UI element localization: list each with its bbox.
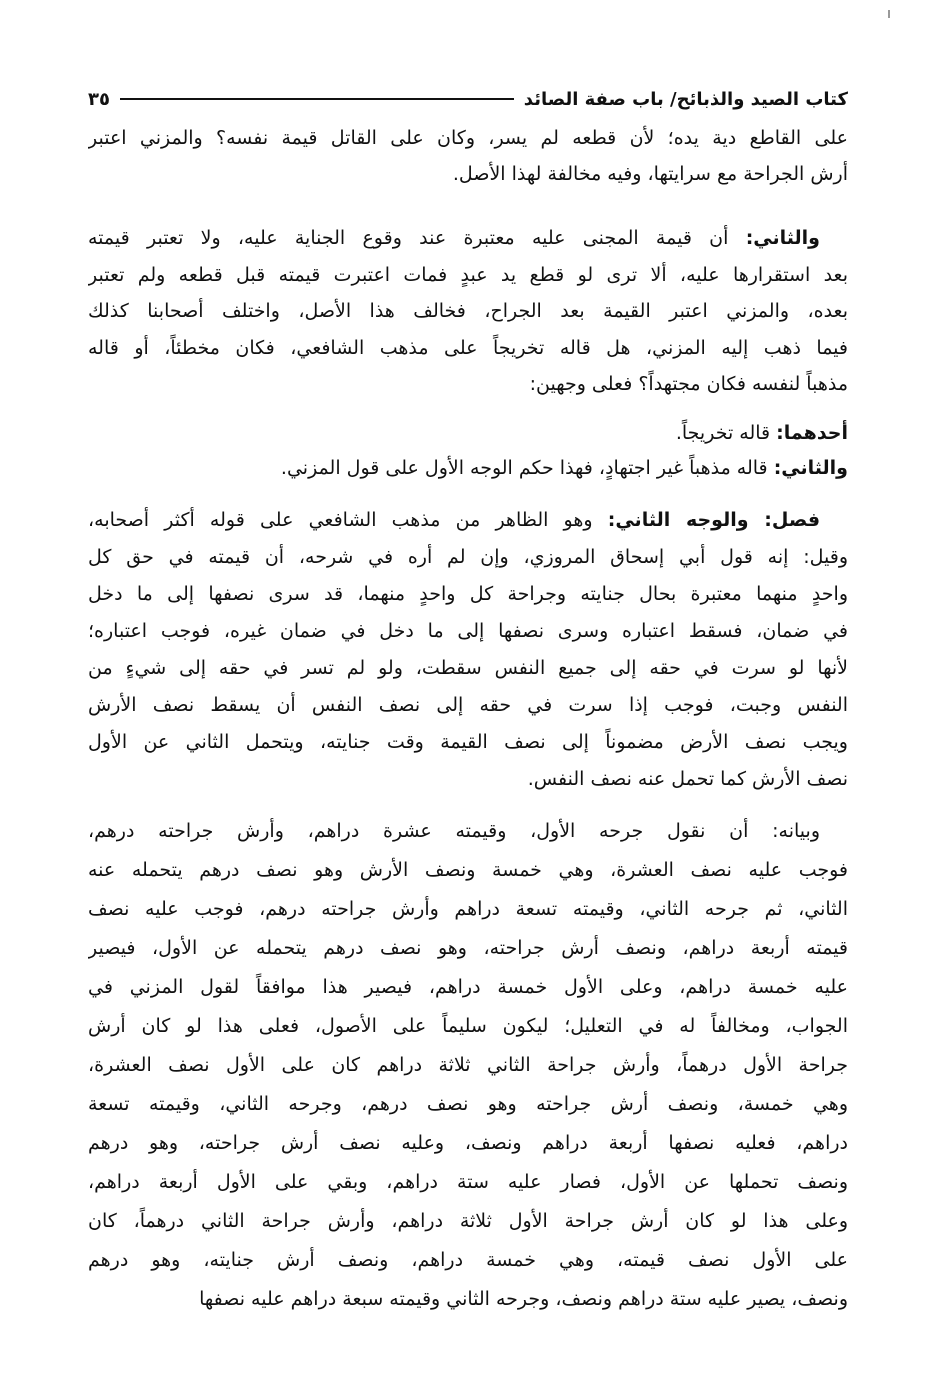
text-line: [88, 366, 848, 403]
line-text: أرش الجراحة مع سرايتها، وفيه مخالفة لهذا الأصل.: [452, 163, 848, 185]
text-line: [88, 1241, 848, 1280]
line-text: ويجب نصف الأرض مضموناً إلى نصف القيمة وقت جنايته، ويتحمل الثاني عن الأول: [88, 731, 848, 753]
line-text: ونصف تحملها عن الأول، فصار عليه ستة دراهم، وبقي على الأول أربعة دراهم،: [88, 1171, 848, 1193]
text-line: [88, 650, 848, 687]
line-text: لأنها لو سرت في حقه إلى جميع النفس سقطت، ولو لم تسر في حقه إلى شيءٍ من: [88, 657, 848, 679]
line-text: وبيانه: أن نقول جرحه الأول، وقيمته عشرة دراهم، وأرش جراحته درهم،: [88, 820, 820, 842]
text-line: [88, 539, 848, 576]
paragraph: [88, 450, 848, 486]
lead-term: والثاني:: [745, 227, 820, 249]
line-text: أن قيمة المجنى عليه معتبرة عند وقوع الجناية عليه، ولا تعتبر قيمته: [88, 227, 746, 249]
text-line: [88, 1202, 848, 1241]
text-line: [88, 1163, 848, 1202]
page-number: ٣٥: [88, 88, 110, 110]
line-text: وهو الظاهر من مذهب الشافعي على قوله أكثر أصحابه،: [88, 509, 608, 531]
text-line: [88, 450, 848, 486]
line-text: جراحة الأول درهماً، وأرش جراحة الثاني ثلاثة دراهم كان على الأول نصف العشرة،: [88, 1054, 848, 1076]
text-line: [88, 613, 848, 650]
paragraph: [88, 220, 848, 403]
text-line: [88, 1046, 848, 1085]
line-text: عليه خمسة دراهم، وعلى الأول خمسة دراهم، فيصير هذا موافقاً لقول المزني في: [88, 976, 848, 998]
text-line: [88, 890, 848, 929]
line-text: على القاطع دية يده؛ لأن قطعه لم يسر، وكان على القاتل قيمة نفسه؟ والمزني اعتبر: [88, 127, 848, 149]
paragraph: [88, 502, 848, 798]
line-text: في ضمان، فسقط اعتباره وسرى نصفها إلى ما دخل في ضمان غيره، فوجب اعتباره؛: [88, 620, 848, 642]
text-line: [88, 724, 848, 761]
text-line: [88, 220, 848, 257]
line-text: الجواب، ومخالفاً له في التعليل؛ ليكون سليماً على الأصول، فعلى هذا لو كان أرش: [88, 1015, 848, 1037]
paragraph: [88, 415, 848, 451]
text-line: [88, 1280, 848, 1319]
text-line: [88, 257, 848, 294]
line-text: على الأول نصف قيمته، وهي خمسة دراهم، ونصف أرش جنايته، وهو درهم: [88, 1249, 848, 1271]
paragraph: [88, 812, 848, 1319]
lead-term: والثاني:: [773, 457, 848, 479]
line-text: دراهم، فعليه نصفها أربعة دراهم ونصف، وعليه نصف أرش جراحته، وهو درهم: [88, 1132, 848, 1154]
text-line: [88, 415, 848, 451]
text-line: [88, 761, 848, 798]
line-text: وقيل: إنه قول أبي إسحاق المروزي، وإن لم أره في شرحه، أن قيمته في حق كل: [88, 546, 848, 568]
lead-term: أحدهما:: [776, 422, 848, 444]
line-text: قيمته أربعة دراهم، ونصف أرش جراحته، وهو نصف درهم يتحمله عن الأول، فيصير: [88, 937, 848, 959]
line-text: قاله مذهباً غير اجتهادٍ، فهذا حكم الوجه الأول على قول المزني.: [280, 457, 774, 479]
text-line: [88, 687, 848, 724]
text-line: [88, 1124, 848, 1163]
text-line: [88, 812, 848, 851]
text-line: [88, 576, 848, 613]
text-line: [88, 851, 848, 890]
line-text: مذهباً لنفسه فكان مجتهداً؟ فعلى وجهين:: [529, 373, 848, 395]
line-text: واحدٍ منهما معتبرة بحال جنايته وجراحة كل واحدٍ منهما، قد سرى نصفها إلى ما دخل: [88, 583, 848, 605]
line-text: قاله تخريجاً.: [675, 422, 777, 444]
text-line: [88, 330, 848, 367]
text-line: [88, 1085, 848, 1124]
line-text: وهي خمسة، ونصف أرش جراحته وهو نصف درهم، وجرحه الثاني، وقيمته تسعة: [88, 1093, 848, 1115]
line-text: فوجب عليه نصف العشرة، وهي خمسة ونصف الأرش وهو نصف درهم يتحمله عنه: [88, 859, 848, 881]
lead-term: فصل: والوجه الثاني:: [607, 509, 821, 531]
line-text: النفس وجبت، فوجب إذا سرت في حقه إلى نصف النفس أن يسقط نصف الأرش: [88, 694, 848, 716]
running-header: [88, 84, 848, 114]
scan-mark: [888, 10, 890, 18]
line-text: وعلى هذا لو كان أرش جراحة الأول ثلاثة دراهم، وأرش جراحة الثاني درهماً، كان: [88, 1210, 848, 1232]
text-line: [88, 929, 848, 968]
paragraph: [88, 120, 848, 192]
header-rule: [120, 98, 514, 100]
text-line: [88, 293, 848, 330]
line-text: فيما ذهب إليه المزني، هل قاله تخريجاً على مذهب الشافعي، فكان مخطئاً، أو قاله: [88, 336, 848, 359]
text-line: [88, 502, 848, 539]
text-line: [88, 120, 848, 156]
text-line: [88, 968, 848, 1007]
line-text: الثاني، ثم جرحه الثاني، وقيمته تسعة دراهم وأرش جراحته درهم، فوجب عليه نصف: [88, 898, 848, 920]
line-text: بعده، والمزني اعتبر القيمة بعد الجراح، فخالف هذا الأصل، واختلف أصحابنا كذلك: [88, 300, 848, 322]
line-text: ونصف، يصير عليه ستة دراهم ونصف، وجرحه الثاني وقيمته سبعة دراهم عليه نصفها: [199, 1288, 848, 1310]
header-title: كتاب الصيد والذبائح/ باب صفة الصائد: [523, 88, 848, 110]
line-text: بعد استقرارها عليه، ألا ترى لو قطع يد عبدٍ فمات اعتبرت قيمته قبل قطعه ولم تعتبر: [88, 263, 848, 286]
text-line: [88, 1007, 848, 1046]
text-line: [88, 156, 848, 192]
line-text: نصف الأرش كما تحمل عنه نصف النفس.: [527, 768, 848, 790]
